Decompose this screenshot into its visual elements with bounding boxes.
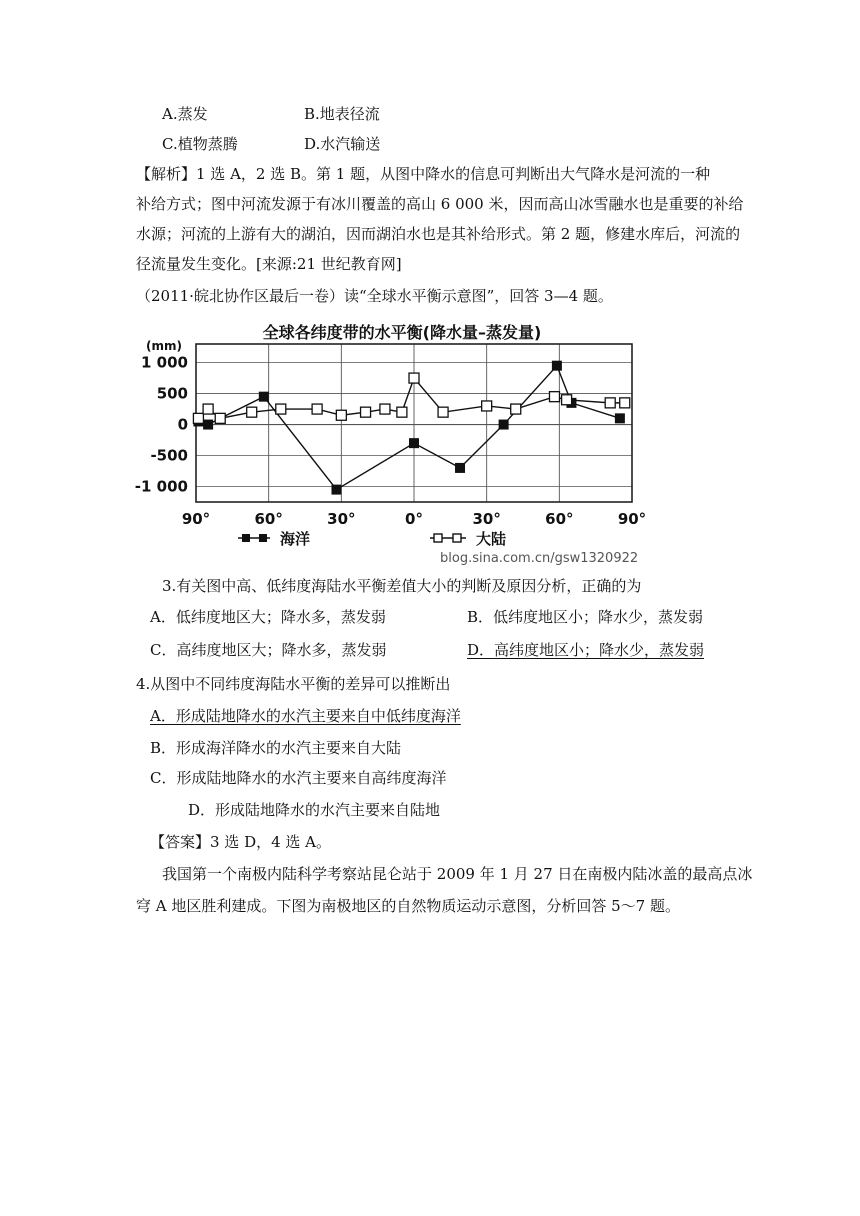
ocean-point [455, 463, 465, 473]
y-tick-label: -500 [150, 446, 188, 465]
water-balance-chart [134, 318, 662, 570]
answer-line: 【答案】3 选 D，4 选 A。 [150, 833, 332, 851]
next-passage-line-2: 穹 A 地区胜利建成。下图为南极地区的自然物质运动示意图，分析回答 5～7 题。 [136, 897, 680, 915]
x-tick-label: 60° [545, 510, 574, 528]
ocean-point [552, 361, 562, 371]
land-point [361, 407, 371, 417]
legend-ocean-label: 海洋 [280, 530, 311, 548]
land-point [409, 373, 419, 383]
ocean-point [615, 413, 625, 423]
question-intro: （2011·皖北协作区最后一卷）读“全球水平衡示意图”，回答 3—4 题。 [136, 287, 613, 305]
analysis-line-1: 【解析】1 选 A，2 选 B。第 1 题，从图中降水的信息可判断出大气降水是河流的一种 [136, 165, 711, 183]
ocean-point [499, 420, 509, 430]
land-point [438, 407, 448, 417]
land-point [397, 407, 407, 417]
legend-ocean [238, 530, 310, 548]
land-point [605, 398, 615, 408]
q3-option-a: A．低纬度地区大；降水多，蒸发弱 [150, 608, 386, 626]
land-point [203, 404, 213, 414]
option-d-vapor-transport: D.水汽输送 [304, 135, 381, 153]
q4-option-b: B．形成海洋降水的水汽主要来自大陆 [150, 739, 402, 757]
analysis-line-4: 径流量发生变化。[来源:21 世纪教育网] [136, 255, 402, 273]
chart-series [193, 361, 629, 495]
x-tick-label: 90° [181, 510, 211, 528]
series-line-ocean [198, 366, 619, 490]
x-tick-label: 30° [472, 510, 501, 528]
y-tick-label: 500 [156, 384, 188, 403]
blog-watermark: blog.sina.com.cn/gsw1320922 [440, 551, 639, 566]
q3-option-b: B．低纬度地区小；降水少，蒸发弱 [467, 608, 704, 626]
land-point [276, 404, 286, 414]
next-passage-line-1: 我国第一个南极内陆科学考察站昆仑站于 2009 年 1 月 27 日在南极内陆冰盖的最高点冰 [162, 865, 753, 883]
chart-title: 全球各纬度带的水平衡(降水量–蒸发量) [262, 323, 542, 342]
q3-option-d: D．高纬度地区小；降水少，蒸发弱 [467, 641, 705, 659]
chart-grid [196, 344, 632, 502]
y-tick-label: 0 [177, 415, 188, 434]
legend-land-label: 大陆 [476, 530, 507, 548]
x-tick-label: 60° [254, 510, 283, 528]
land-point [549, 392, 559, 402]
land-point [482, 401, 492, 411]
y-tick-label: 1 000 [141, 353, 188, 372]
x-axis-ticks [182, 510, 646, 528]
x-tick-label: 30° [327, 510, 356, 528]
x-tick-label: 0° [405, 510, 423, 528]
q3-option-c: C．高纬度地区大；降水多，蒸发弱 [150, 641, 387, 659]
chart-legend [238, 530, 506, 548]
land-point [511, 404, 521, 414]
q4-option-c: C．形成陆地降水的水汽主要来自高纬度海洋 [150, 769, 447, 787]
q4-option-d: D．形成陆地降水的水汽主要来自陆地 [188, 801, 441, 819]
y-axis-ticks [135, 354, 188, 496]
y-tick-label: -1 000 [134, 477, 188, 496]
q4-stem: 4.从图中不同纬度海陆水平衡的差异可以推断出 [136, 675, 451, 693]
analysis-line-3: 水源；河流的上游有大的湖泊，因而湖泊水也是其补给形式。第 2 题，修建水库后，河流的 [136, 225, 741, 243]
ocean-point [331, 485, 341, 495]
land-point [215, 413, 225, 423]
chart-y-unit: (mm) [146, 339, 182, 353]
land-point [380, 404, 390, 414]
ocean-point [259, 392, 269, 402]
q3-stem: 3.有关图中高、低纬度海陆水平衡差值大小的判断及原因分析，正确的为 [162, 577, 642, 595]
x-tick-label: 90° [617, 510, 647, 528]
land-point [247, 407, 257, 417]
land-point [312, 404, 322, 414]
ocean-point [409, 438, 419, 448]
ocean-point [203, 420, 213, 430]
land-point [193, 413, 203, 423]
land-point [620, 398, 630, 408]
analysis-line-2: 补给方式；图中河流发源于有冰川覆盖的高山 6 000 米，因而高山冰雪融水也是重要的补给 [136, 195, 744, 213]
land-point [336, 410, 346, 420]
legend-land [430, 530, 506, 548]
option-a-evaporation: A.蒸发 [162, 105, 208, 123]
q4-option-a: A．形成陆地降水的水汽主要来自中低纬度海洋 [150, 707, 461, 725]
land-point [562, 395, 572, 405]
option-c-transpiration: C.植物蒸腾 [162, 135, 238, 153]
option-b-surface-runoff: B.地表径流 [304, 105, 380, 123]
